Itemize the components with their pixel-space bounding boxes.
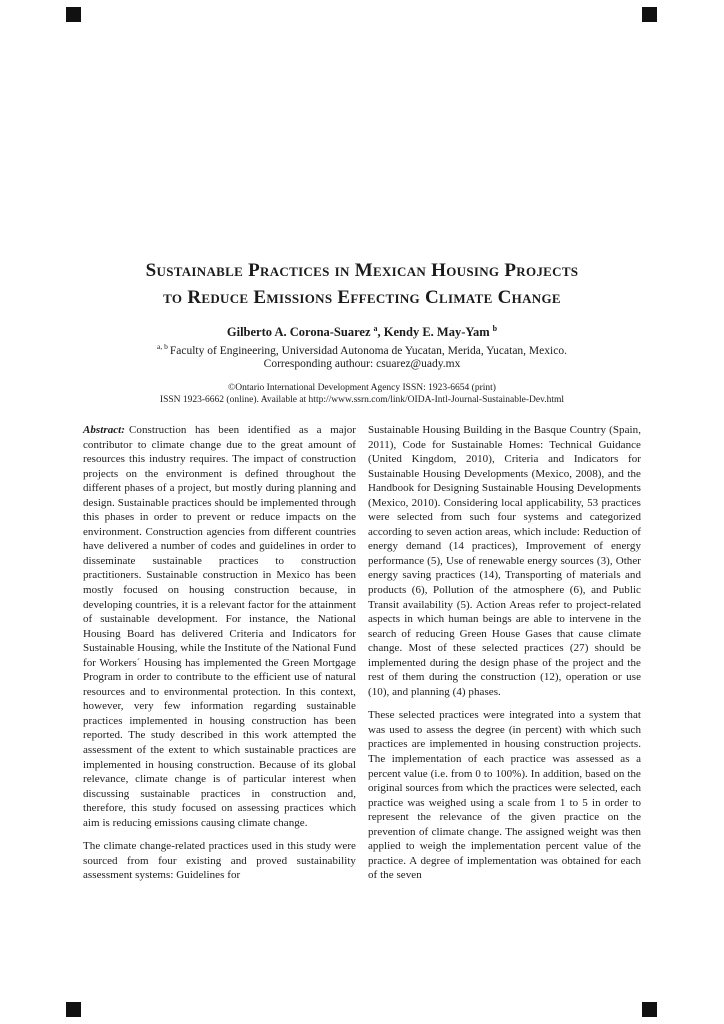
right-column — [368, 423, 641, 892]
left-column — [83, 423, 356, 892]
author-2-affiliation-mark: b — [492, 324, 498, 333]
body-paragraph-left-2: The climate change-related practices used in this study were sourced from four existing and proved sustainability assessment systems: Guidelines for — [83, 840, 356, 882]
two-column-body — [83, 423, 641, 892]
author-1-affiliation-mark: a — [373, 324, 378, 333]
author-1-name: Gilberto A. Corona-Suarez — [226, 325, 371, 340]
author-2-name: Kendy E. May-Yam — [383, 325, 490, 340]
registration-mark-bottom-left — [66, 1002, 81, 1017]
body-paragraph-right-1: Sustainable Housing Building in the Basque Country (Spain, 2011), Code for Sustainable Homes: Technical Guidance (United Kingdom, 2010), Criteria and Indicators for Sustainable Housing Developments (Mexico, 2008), and the Handbook for Designing Sustainable Housing Developments (Mexico, 2010). Considering local applicability, 53 practices were selected from such four systems and categorized according to seven action areas, which include: Reduction of energy demand (14 practices), Improvement of energy performance (5), Use of renewable energy sources (3), Other energy saving practices (14), Transporting of materials and products (6), Pollution of the atmosphere (6), and Public Transit availability (5). Action Areas refer to project-related aspects in which human beings are able to intervene in the search of reducing Green House Gases that cause climate change. Most of these selected practices (27) should be implemented during the design phase of the project and the rest of them during the construction (12), operation or use (10), and planning (4) phases. — [368, 423, 641, 698]
paper-title — [72, 257, 652, 311]
registration-mark-top-left — [66, 7, 81, 22]
body-paragraph-right-2: These selected practices were integrated into a system that was used to assess the degree (in percent) with which such practices are implemented in housing construction projects. The implementation of each practice was assessed as a percent value (i.e. from 0 to 100%). In addition, based on the original sources from which the practices were selected, each practice was weighed using a scale from 1 to 5 in order to represent the relevance of the given practice on the prevention of climate change. The assigned weight was then applied to weigh the implementation percent value of the practice. A degree of implementation was obtained for each of the seven — [368, 709, 641, 882]
registration-mark-top-right — [642, 7, 657, 22]
paper-title-line-2: to Reduce Emissions Effecting Climate Change — [163, 287, 561, 308]
authors-line — [0, 324, 724, 340]
paper-title-line-1: Sustainable Practices in Mexican Housing Projects — [145, 260, 579, 281]
corresponding-author-line: Corresponding authour: csuarez@uady.mx — [263, 357, 461, 370]
abstract-label: Abstract: — [83, 423, 126, 436]
issn-online-line: ISSN 1923-6662 (online). Available at http://www.ssrn.com/link/OIDA-Intl-Journal-Sustainable-Dev.html — [159, 394, 565, 405]
issn-print-line: ©Ontario International Development Agency ISSN: 1923-6654 (print) — [228, 382, 496, 393]
issn-block — [0, 382, 724, 406]
registration-mark-bottom-right — [642, 1002, 657, 1017]
abstract-text: Construction has been identified as a major contributor to climate change due to the great amount of resources this industry requires. The impact of construction projects on the environment is defined throughout the different phases of a project, but mostly during planning and design. Sustainable practices should be implemented through this phases in order to prevent or reduce impacts on the environment. Construction agencies from different countries have delivered a number of codes and guidelines in order to disseminate sustainable practices to construction practitioners. Sustainable construction in Mexico has been mostly focused on housing construction because, in developing countries, it is a relevant factor for the attainment of sustainable development. For instance, the National Housing Board has delivered Criteria and Indicators for Sustainable Housing, while the Institute of the National Fund for Workers´ Housing has implemented the Green Mortgage Program in order to contribute to the efficient use of natural resources and to environmental protection. In this context, however, very few information regarding sustainable practices implemented in housing construction has been reported. The study described in this work attempted the assessment of the extent to which sustainable practices are implemented in housing construction. Because of its global relevance, climate change is of particular interest when discussing sustainable practices in construction and, therefore, this study focused on assessing practices which aim is reducing emissions causing climate change. — [83, 423, 356, 829]
abstract-paragraph — [83, 423, 356, 830]
affiliation-marks: a, b — [157, 342, 168, 352]
affiliation-line — [0, 342, 724, 357]
authors-separator: , — [377, 325, 384, 340]
affiliation-text: Faculty of Engineering, Universidad Autonoma de Yucatan, Merida, Yucatan, Mexico. — [169, 344, 567, 357]
paper-header — [0, 0, 724, 406]
